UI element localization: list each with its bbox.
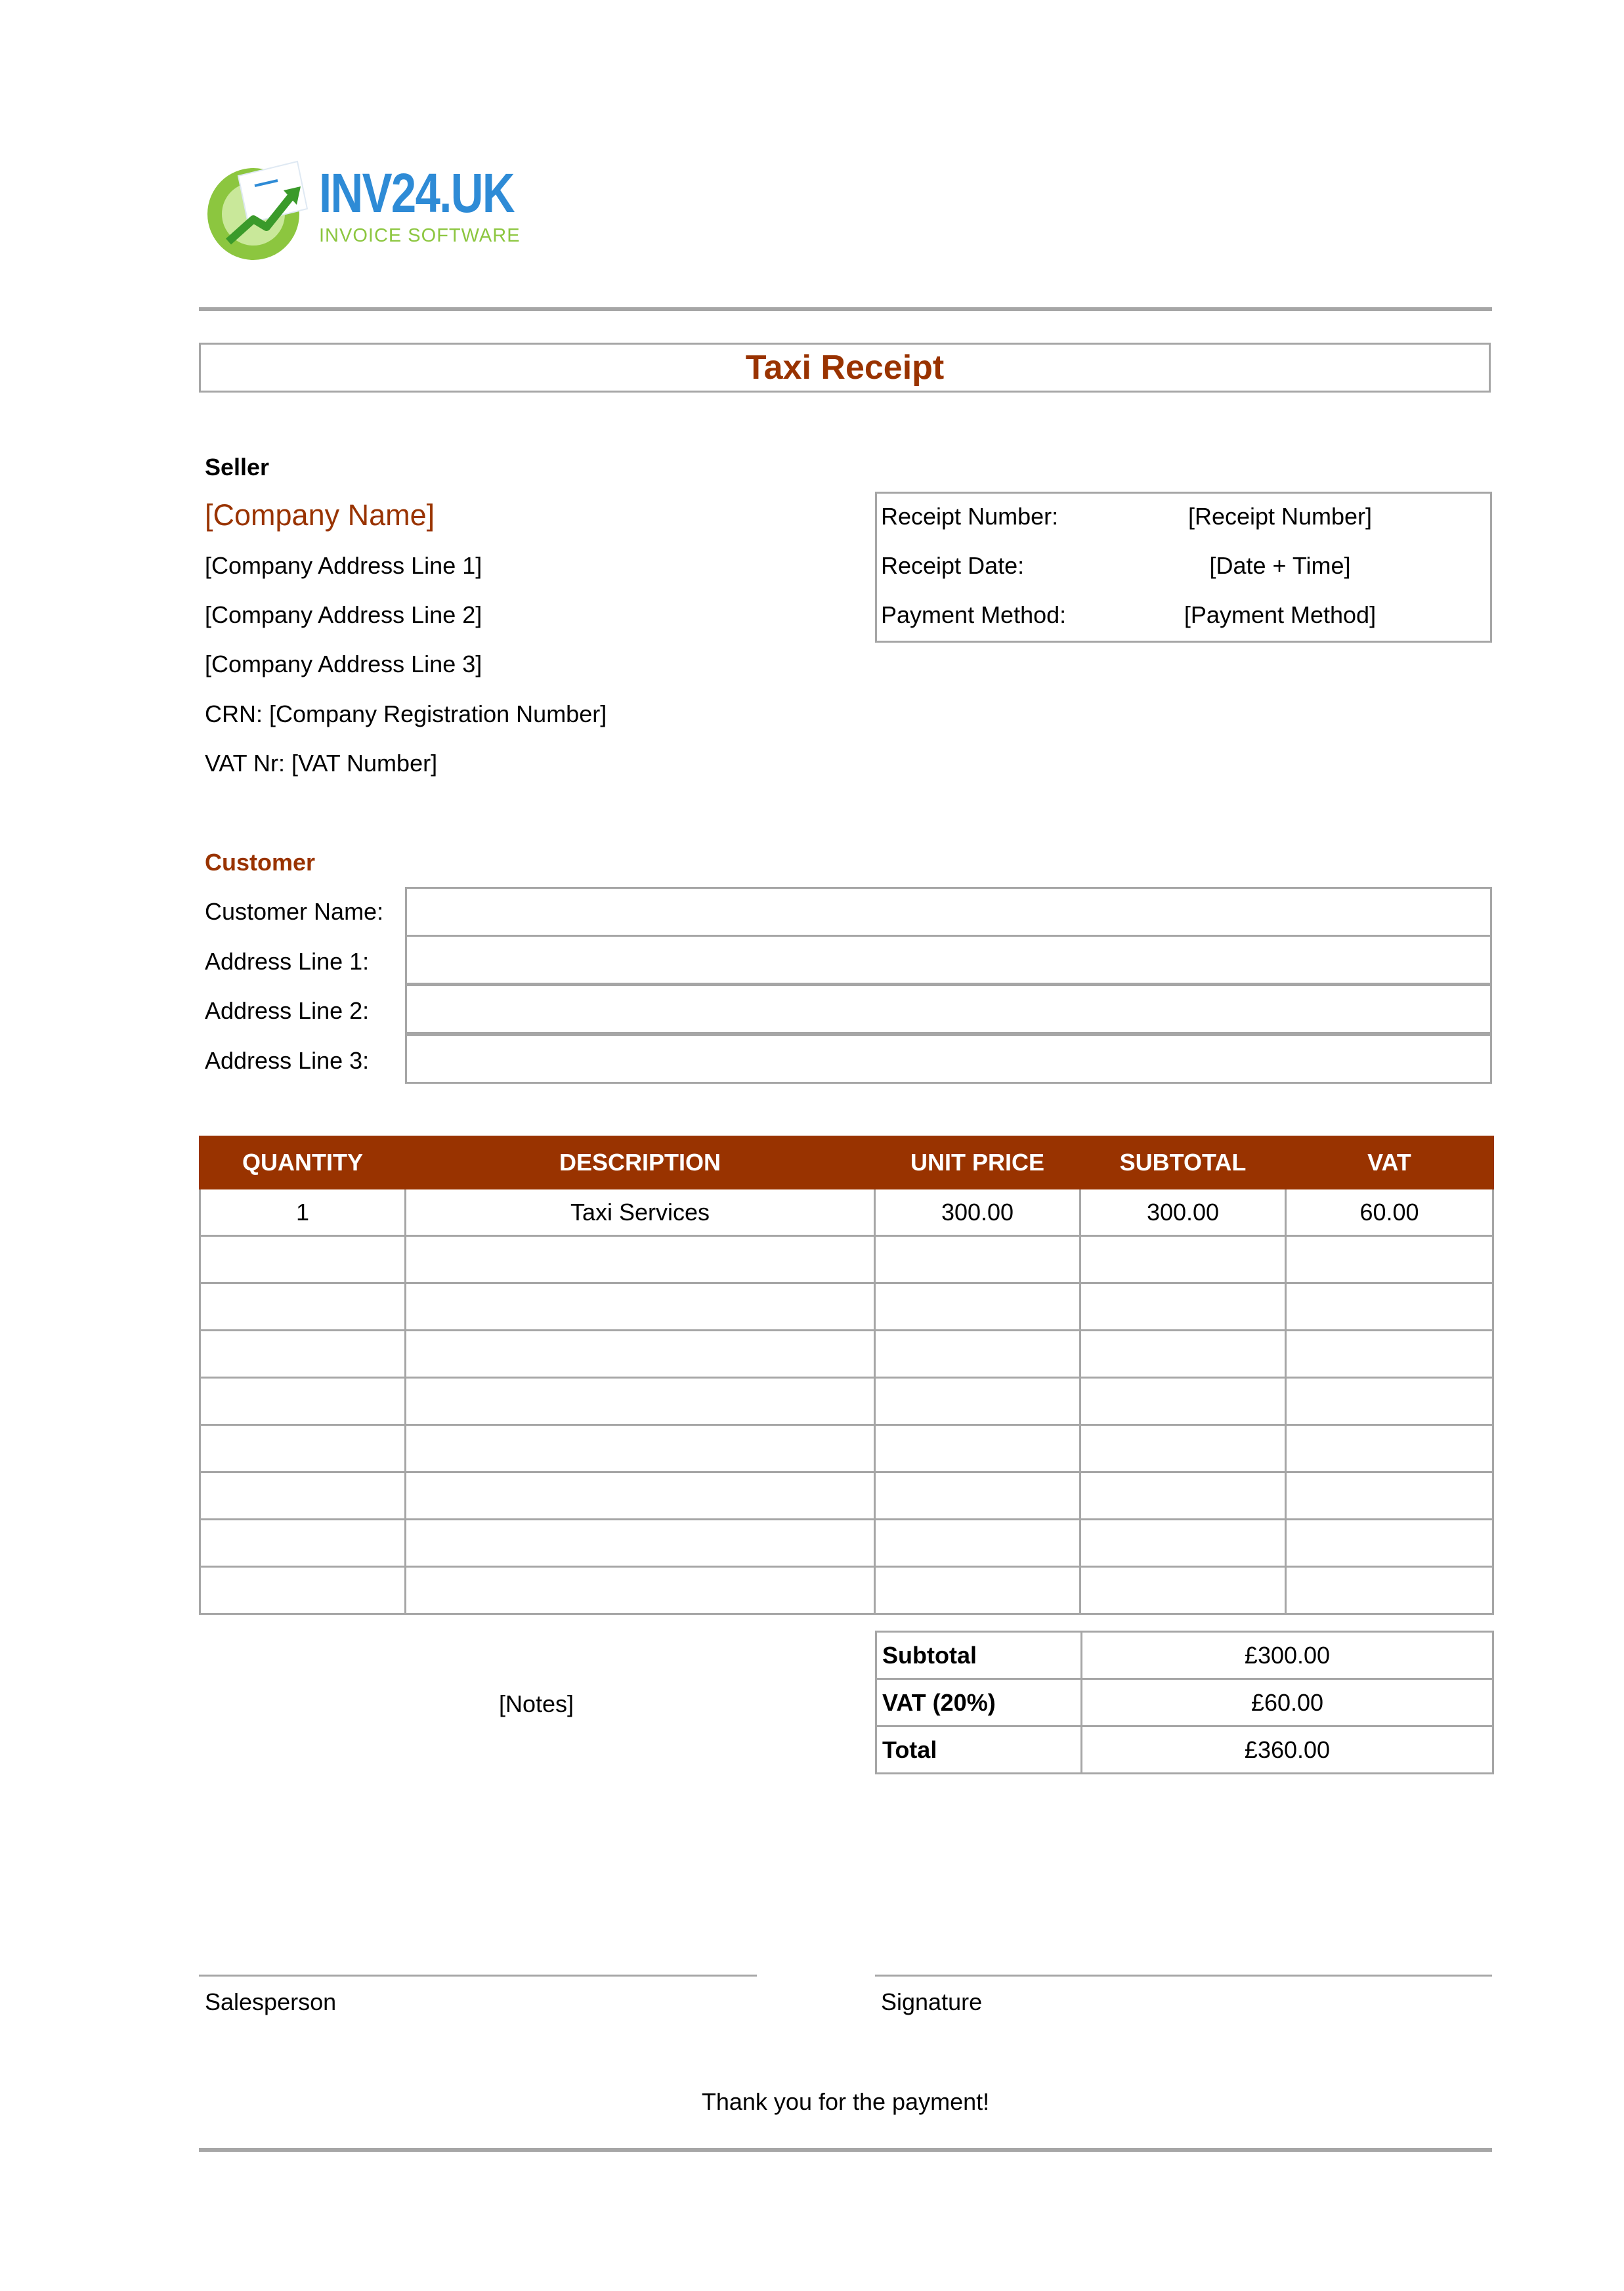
- logo-chart-icon: [202, 156, 314, 261]
- company-vat-number: VAT Nr: [VAT Number]: [205, 750, 438, 777]
- cell-unit-price: 300.00: [875, 1189, 1080, 1236]
- document-title: Taxi Receipt: [745, 349, 945, 387]
- vat-value: £60.00: [1082, 1679, 1493, 1726]
- cell-description: [406, 1378, 875, 1425]
- receipt-date-label: Receipt Date:: [881, 552, 1025, 579]
- table-row: [200, 1378, 1493, 1425]
- cell-subtotal: 300.00: [1080, 1189, 1286, 1236]
- cell-quantity: [200, 1236, 406, 1283]
- customer-address3-field[interactable]: [405, 1034, 1492, 1084]
- receipt-number-label: Receipt Number:: [881, 503, 1059, 530]
- cell-quantity: [200, 1472, 406, 1520]
- cell-quantity: [200, 1331, 406, 1378]
- cell-description: [406, 1520, 875, 1567]
- cell-vat: [1286, 1236, 1493, 1283]
- logo-tagline: INVOICE SOFTWARE: [319, 225, 521, 246]
- cell-quantity: [200, 1378, 406, 1425]
- cell-quantity: [200, 1283, 406, 1331]
- customer-address2-field[interactable]: [405, 984, 1492, 1034]
- cell-quantity: [200, 1567, 406, 1614]
- receipt-number-value: [Receipt Number]: [1187, 503, 1373, 530]
- customer-name-label: Customer Name:: [205, 898, 384, 925]
- cell-vat: 60.00: [1286, 1189, 1493, 1236]
- table-row: [200, 1189, 1493, 1236]
- logo-name: INV24.UK: [319, 162, 514, 224]
- table-row: [200, 1425, 1493, 1472]
- header-description: DESCRIPTION: [406, 1137, 875, 1189]
- table-row: [200, 1567, 1493, 1614]
- total-row: [876, 1726, 1493, 1774]
- signature-line: [875, 1975, 1492, 1977]
- receipt-date-value: [Date + Time]: [1209, 552, 1351, 579]
- customer-name-field[interactable]: [405, 887, 1492, 937]
- cell-description: [406, 1331, 875, 1378]
- table-row: [200, 1520, 1493, 1567]
- header-quantity: QUANTITY: [200, 1137, 406, 1189]
- cell-subtotal: [1080, 1425, 1286, 1472]
- cell-description: [406, 1472, 875, 1520]
- table-row: [200, 1472, 1493, 1520]
- total-value: £360.00: [1082, 1726, 1493, 1774]
- cell-description: [406, 1425, 875, 1472]
- items-table: [199, 1136, 1494, 1615]
- title-box: [199, 343, 1491, 393]
- cell-vat: [1286, 1378, 1493, 1425]
- payment-method-value: [Payment Method]: [1184, 601, 1377, 628]
- cell-quantity: 1: [200, 1189, 406, 1236]
- company-name: [Company Name]: [205, 498, 435, 532]
- cell-unit-price: [875, 1236, 1080, 1283]
- salesperson-label: Salesperson: [205, 1988, 337, 2015]
- cell-subtotal: [1080, 1378, 1286, 1425]
- cell-subtotal: [1080, 1331, 1286, 1378]
- payment-method-label: Payment Method:: [881, 601, 1067, 628]
- cell-unit-price: [875, 1378, 1080, 1425]
- company-address-line-1: [Company Address Line 1]: [205, 552, 482, 579]
- cell-vat: [1286, 1425, 1493, 1472]
- cell-vat: [1286, 1472, 1493, 1520]
- cell-quantity: [200, 1425, 406, 1472]
- cell-unit-price: [875, 1283, 1080, 1331]
- header-vat: VAT: [1286, 1137, 1493, 1189]
- vat-label: VAT (20%): [876, 1679, 1082, 1726]
- signature-label: Signature: [881, 1988, 983, 2015]
- customer-heading: Customer: [205, 849, 316, 876]
- cell-unit-price: [875, 1331, 1080, 1378]
- cell-description: Taxi Services: [406, 1189, 875, 1236]
- cell-subtotal: [1080, 1567, 1286, 1614]
- seller-heading: Seller: [205, 454, 270, 481]
- cell-unit-price: [875, 1567, 1080, 1614]
- customer-address2-label: Address Line 2:: [205, 997, 370, 1024]
- cell-unit-price: [875, 1520, 1080, 1567]
- customer-address1-label: Address Line 1:: [205, 948, 370, 975]
- customer-address3-label: Address Line 3:: [205, 1047, 370, 1074]
- salesperson-line: [199, 1975, 757, 1977]
- thank-you-message: Thank you for the payment!: [701, 2088, 990, 2115]
- items-header-row: [200, 1137, 1493, 1189]
- cell-subtotal: [1080, 1520, 1286, 1567]
- vat-row: [876, 1679, 1493, 1726]
- table-row: [200, 1331, 1493, 1378]
- cell-unit-price: [875, 1472, 1080, 1520]
- cell-quantity: [200, 1520, 406, 1567]
- cell-unit-price: [875, 1425, 1080, 1472]
- table-row: [200, 1283, 1493, 1331]
- notes: [Notes]: [499, 1690, 574, 1717]
- cell-subtotal: [1080, 1472, 1286, 1520]
- header-subtotal: SUBTOTAL: [1080, 1137, 1286, 1189]
- company-address-line-3: [Company Address Line 3]: [205, 651, 482, 677]
- subtotal-row: [876, 1632, 1493, 1679]
- total-label: Total: [876, 1726, 1082, 1774]
- cell-subtotal: [1080, 1283, 1286, 1331]
- subtotal-value: £300.00: [1082, 1632, 1493, 1679]
- customer-address1-field[interactable]: [405, 935, 1492, 985]
- company-address-line-2: [Company Address Line 2]: [205, 601, 482, 628]
- cell-vat: [1286, 1331, 1493, 1378]
- header-unit-price: UNIT PRICE: [875, 1137, 1080, 1189]
- cell-vat: [1286, 1567, 1493, 1614]
- cell-description: [406, 1567, 875, 1614]
- table-row: [200, 1236, 1493, 1283]
- cell-vat: [1286, 1283, 1493, 1331]
- subtotal-label: Subtotal: [876, 1632, 1082, 1679]
- top-divider: [199, 307, 1492, 311]
- cell-description: [406, 1283, 875, 1331]
- totals-table: [875, 1631, 1494, 1774]
- cell-vat: [1286, 1520, 1493, 1567]
- cell-subtotal: [1080, 1236, 1286, 1283]
- cell-description: [406, 1236, 875, 1283]
- company-crn: CRN: [Company Registration Number]: [205, 700, 607, 727]
- bottom-divider: [199, 2148, 1492, 2152]
